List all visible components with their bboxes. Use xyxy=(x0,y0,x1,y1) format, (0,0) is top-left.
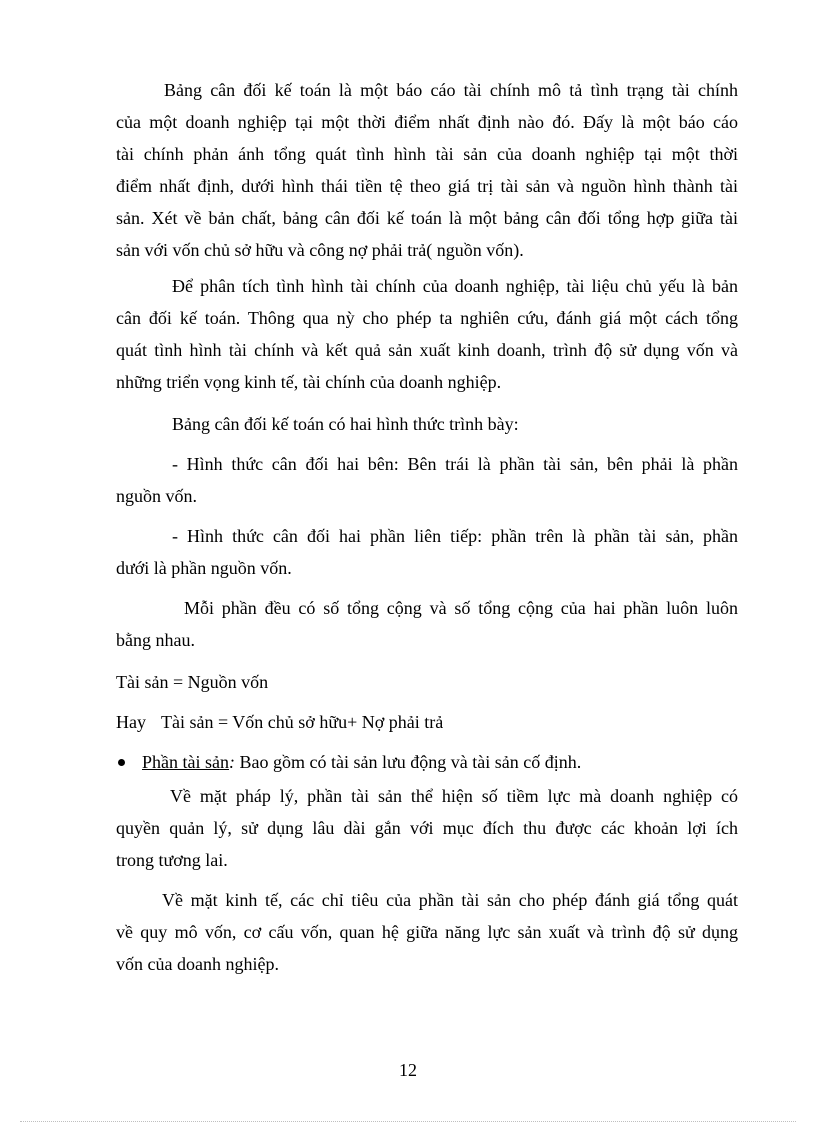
paragraph-line: cân đối kế toán. Thông qua nỳ cho phép ta nghiên cứu, đánh giá một cách tổng xyxy=(116,308,738,328)
equation-prefix: Hay xyxy=(116,712,146,732)
equation-assets-sources: Tài sản = Nguồn vốn xyxy=(116,672,269,692)
bullet-text xyxy=(142,750,581,774)
paragraph-line: bằng nhau. xyxy=(116,630,195,650)
paragraph-line: quyền quản lý, sử dụng lâu dài gắn với mục đích thu được các khoản lợi ích xyxy=(116,818,738,838)
bullet-icon xyxy=(118,759,125,766)
bullet-label: Phần tài sản xyxy=(142,752,229,772)
paragraph-line: Để phân tích tình hình tài chính của doanh nghiệp, tài liệu chủ yếu là bản xyxy=(172,276,738,296)
paragraph-line: Bảng cân đối kế toán là một báo cáo tài chính mô tả tình trạng tài chính xyxy=(164,80,738,100)
paragraph-line: sản với vốn chủ sở hữu và công nợ phải trả( nguồn vốn). xyxy=(116,240,524,260)
paragraph-line: Mỗi phần đều có số tổng cộng và số tổng cộng của hai phần luôn luôn xyxy=(184,598,738,618)
paragraph-line: - Hình thức cân đối hai bên: Bên trái là phần tài sản, bên phải là phần xyxy=(172,454,738,474)
bullet-colon: : xyxy=(229,752,235,772)
paragraph-line: điểm nhất định, dưới hình thái tiền tệ theo giá trị tài sản và nguồn hình thành tài xyxy=(116,176,738,196)
equation-text: Tài sản = Vốn chủ sở hữu+ Nợ phải trả xyxy=(161,712,444,732)
page-number: 12 xyxy=(399,1060,417,1080)
paragraph-line: - Hình thức cân đối hai phần liên tiếp: phần trên là phần tài sản, phần xyxy=(172,526,738,546)
paragraph-line: về quy mô vốn, cơ cấu vốn, quan hệ giữa năng lực sản xuất và trình độ sử dụng xyxy=(116,922,738,942)
paragraph-line: Bảng cân đối kế toán có hai hình thức trình bày: xyxy=(172,414,519,434)
paragraph-line: tài chính phản ánh tổng quát tình hình tài sản của doanh nghiệp tại một thời xyxy=(116,144,738,164)
paragraph-line: Về mặt pháp lý, phần tài sản thể hiện số tiềm lực mà doanh nghiệp có xyxy=(170,786,738,806)
paragraph-line: sản. Xét về bản chất, bảng cân đối kế toán là một bảng cân đối tổng hợp giữa tài xyxy=(116,208,738,228)
paragraph-line: vốn của doanh nghiệp. xyxy=(116,954,279,974)
paragraph-line: quát tình hình tài chính và kết quả sản xuất kinh doanh, trình độ sử dụng vốn và xyxy=(116,340,738,360)
paragraph-line: của một doanh nghiệp tại một thời điểm nhất định nào đó. Đấy là một báo cáo xyxy=(116,112,738,132)
paragraph-line: những triển vọng kinh tế, tài chính của doanh nghiệp. xyxy=(116,372,502,392)
paragraph-line: trong tương lai. xyxy=(116,850,228,870)
paragraph-line: dưới là phần nguồn vốn. xyxy=(116,558,292,578)
paragraph-line: Về mặt kinh tế, các chỉ tiêu của phần tài sản cho phép đánh giá tổng quát xyxy=(162,890,738,910)
equation-assets-equity-liabilities xyxy=(116,710,738,734)
page-bottom-divider xyxy=(20,1121,796,1122)
paragraph-line: nguồn vốn. xyxy=(116,486,197,506)
bullet-description: Bao gồm có tài sản lưu động và tài sản cố định. xyxy=(235,752,582,772)
